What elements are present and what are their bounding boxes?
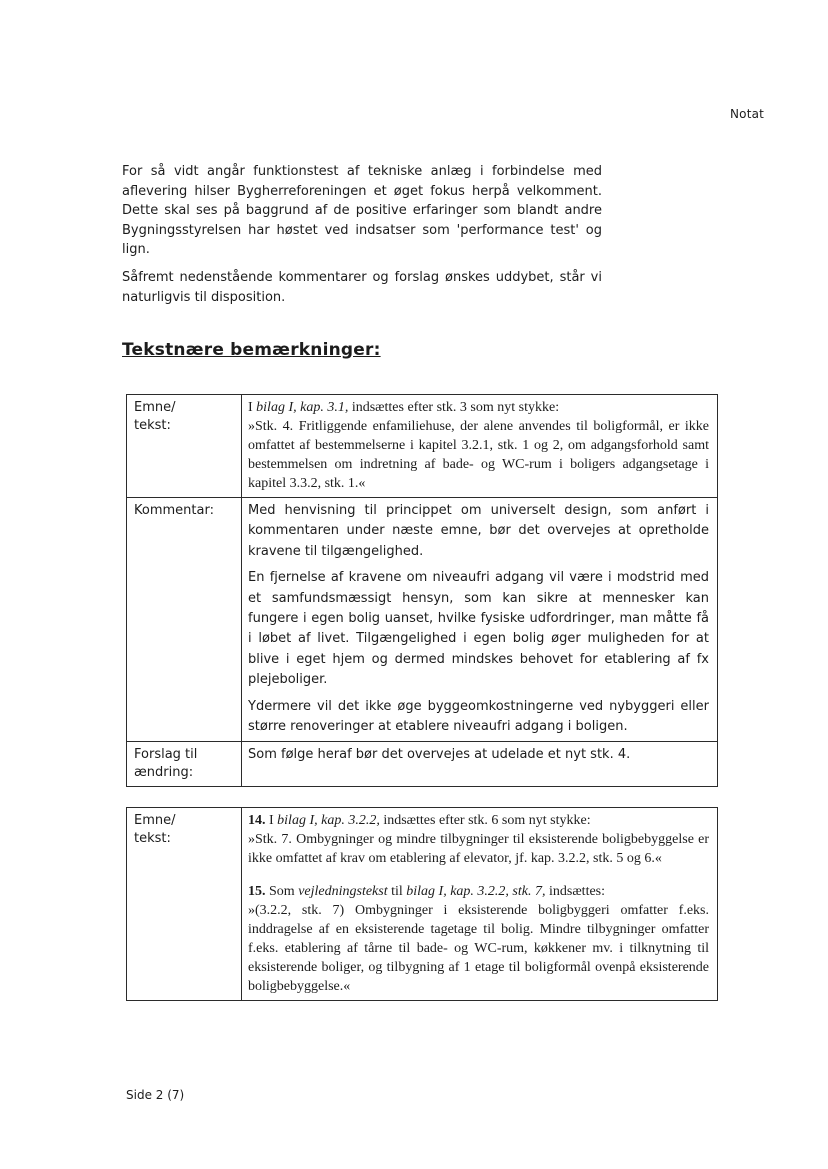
item-15-reference-2: bilag I, kap. 3.2.2, stk. 7,	[406, 884, 546, 899]
forslag-content	[242, 742, 718, 787]
section-heading: Tekstnære bemærkninger:	[122, 340, 381, 360]
row-label-kommentar: Kommentar:	[127, 498, 242, 742]
item-15-post: indsættes:	[545, 884, 606, 899]
item-15-mid: til	[387, 884, 407, 899]
table-row-kommentar	[127, 498, 718, 742]
page-number: Side 2 (7)	[126, 1088, 185, 1102]
intro-paragraph-1: For så vidt angår funktionstest af tekniske anlæg i forbindelse med aflevering hilser Bygherreforeningen et øget fokus herpå velkomment. Dette skal ses på baggrund af de positive erfaringer som blandt andre Bygningsstyrelsen har høstet ved indsatser som 'performance test' og lign.	[122, 164, 602, 258]
item-14-reference: bilag I, kap. 3.2.2,	[277, 813, 380, 828]
emne-body: »Stk. 4. Fritliggende enfamiliehuse, der alene anvendes til boligformål, er ikke omfattet af bestemmelserne i kapitel 3.2.1, stk. 1 og 2, om adgangsforhold samt bestemmelsen om indretning af bade- og WC-rum i boligers adgangsetage i kapitel 3.3.2, stk. 1.«	[248, 419, 709, 491]
row-label-emne-2: Emne/ tekst:	[127, 808, 242, 1001]
row-label-emne: Emne/ tekst:	[127, 395, 242, 498]
emne-content-2	[242, 808, 718, 1001]
item-15-reference-1: vejledningstekst	[298, 884, 388, 899]
item-15-pre: Som	[265, 884, 299, 899]
emne-intro-post: indsættes efter stk. 3 som nyt stykke:	[348, 400, 560, 415]
kommentar-paragraph-3: Ydermere vil det ikke øge byggeomkostningerne ved nybyggeri eller større renoveringer at etablere niveaufri adgang i boligen.	[248, 698, 709, 735]
emne-intro-pre: I	[248, 400, 257, 415]
emne-intro-line	[248, 398, 709, 417]
document-type-label: Notat	[730, 107, 765, 121]
table-row-forslag	[127, 742, 718, 787]
table-row-emne	[127, 395, 718, 498]
item-15-heading	[248, 882, 709, 901]
emne-content	[242, 395, 718, 498]
item-14-number: 14.	[248, 813, 266, 828]
kommentar-content	[242, 498, 718, 742]
comment-table-1	[126, 394, 718, 787]
intro-paragraph-2: Såfremt nedenstående kommentarer og forslag ønskes uddybet, står vi naturligvis til disposition.	[122, 269, 602, 305]
kommentar-paragraph-2: En fjernelse af kravene om niveaufri adgang vil være i modstrid med et samfundsmæssigt hensyn, som kan sikre at mennesker kan fungere i egen bolig uanset, hvilke fysiske udfordringer, man måtte få i løbet af livet. Tilgængelighed i egen bolig øger muligheden for at blive i eget hjem og dermed mindskes behovet for etablering af fx plejeboliger.	[248, 570, 709, 688]
item-14-heading	[248, 811, 709, 830]
item-14-post: indsættes efter stk. 6 som nyt stykke:	[379, 813, 591, 828]
item-15-number: 15.	[248, 884, 266, 899]
forslag-text: Som følge heraf bør det overvejes at udelade et nyt stk. 4.	[248, 747, 631, 763]
intro-text	[122, 162, 602, 315]
comment-table-2	[126, 807, 718, 1001]
table-row-emne-2	[127, 808, 718, 1001]
item-14-pre: I	[265, 813, 278, 828]
item-15-body: »(3.2.2, stk. 7) Ombygninger i eksisterende boligbyggeri omfatter f.eks. inddragelse af en eksisterende tagetage til bolig. Mindre tilbygninger omfatter f.eks. etablering af tårne til bade- og WC-rum, køkkener mv. i tilknytning til eksisterende boliger, og tilbygning af 1 etage til boligformål ovenpå eksisterende boligbebyggelse.«	[248, 903, 709, 994]
row-label-forslag: Forslag til ændring:	[127, 742, 242, 787]
kommentar-paragraph-1: Med henvisning til princippet om universelt design, som anført i kommentaren under næste emne, bør det overvejes at opretholde kravene til tilgængelighed.	[248, 503, 709, 559]
item-14-body: »Stk. 7. Ombygninger og mindre tilbygninger til eksisterende boligbebyggelse er ikke omfattet af krav om etablering af elevator, jf. kap. 3.2.2, stk. 5 og 6.«	[248, 832, 709, 866]
emne-intro-reference: bilag I, kap. 3.1,	[256, 400, 349, 415]
